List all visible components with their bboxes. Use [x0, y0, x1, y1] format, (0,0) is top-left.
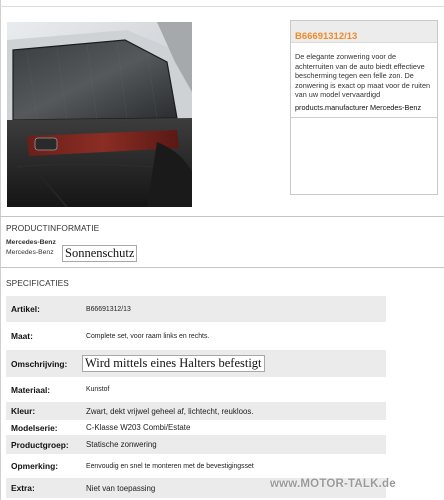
spec-label: Opmerking:: [11, 461, 58, 471]
product-manufacturer: products.manufacturer Mercedes-Benz: [291, 100, 437, 118]
spec-value: Zwart, dekt vrijwel geheel af, lichtecht, reukloos.: [86, 406, 254, 416]
table-row: [6, 454, 386, 478]
spec-label: Maat:: [11, 331, 33, 341]
specs-title: SPECIFICATIES: [6, 278, 69, 288]
spec-label: Extra:: [11, 483, 35, 493]
spec-label: Productgroep:: [11, 439, 69, 450]
spec-label: Omschrijving:: [11, 358, 68, 369]
spec-value: Eenvoudig en snel te monteren met de bevestigingsset: [86, 462, 254, 470]
brand-subtitle: Mercedes-Benz: [6, 249, 54, 256]
description-header: [291, 21, 437, 43]
table-row: [6, 377, 386, 402]
table-row: [6, 350, 386, 377]
top-divider: [0, 6, 444, 7]
spec-value: Complete set, voor raam links en rechts.: [86, 332, 210, 340]
watermark: www.MOTOR-TALK.de: [270, 478, 396, 490]
product-name: Sonnenschutz: [62, 245, 137, 262]
section-divider: [0, 216, 444, 217]
brand-name: Mercedes-Benz: [6, 239, 56, 246]
table-row: [6, 322, 386, 350]
spec-label: Artikel:: [11, 304, 40, 314]
table-row: [6, 435, 386, 454]
spec-value: B66691312/13: [86, 305, 131, 313]
table-row: [6, 420, 386, 435]
product-description: De elegante zonwering voor de achterruiten van de auto biedt effectieve bescherming tegen een felle zon. De zonwering is exact op maat voor de ruiten van uw model vervaardigd: [295, 52, 431, 100]
product-code: B66691312/13: [295, 31, 358, 42]
product-photo: [7, 22, 192, 207]
car-door-sunshade-image: [7, 22, 192, 207]
table-row: [6, 296, 386, 322]
spec-label: Modelserie:: [11, 422, 58, 433]
spec-value: Niet van toepassing: [86, 483, 156, 493]
spec-value: Statische zonwering: [86, 440, 157, 449]
spec-label: Kleur:: [11, 406, 36, 416]
spec-value: Wird mittels eines Halters befestigt: [82, 355, 265, 372]
section-divider: [0, 267, 444, 268]
productinfo-title: PRODUCTINFORMATIE: [6, 223, 100, 233]
spec-value: C-Klasse W203 Combi/Estate: [86, 423, 191, 432]
table-row: [6, 402, 386, 420]
spec-label: Materiaal:: [11, 384, 51, 395]
product-description-box: [290, 20, 438, 195]
spec-value: Kunstof: [86, 386, 110, 393]
